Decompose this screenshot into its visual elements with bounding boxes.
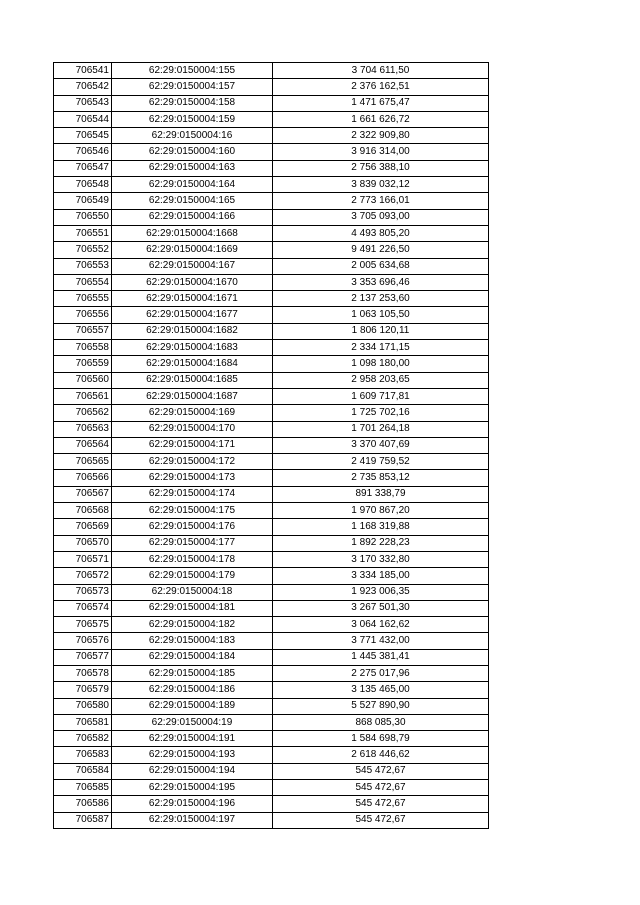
- cadastral-value-cell: 2 958 203,65: [273, 372, 489, 388]
- cadastral-number-cell: 62:29:0150004:176: [112, 519, 273, 535]
- cadastral-value-cell: 3 353 696,46: [273, 274, 489, 290]
- cadastral-value-cell: 1 609 717,81: [273, 388, 489, 404]
- cadastral-number-cell: 62:29:0150004:175: [112, 503, 273, 519]
- row-number-cell: 706544: [54, 111, 112, 127]
- table-row: [54, 633, 489, 649]
- row-number-cell: 706553: [54, 258, 112, 274]
- table-row: [54, 454, 489, 470]
- row-number-cell: 706552: [54, 242, 112, 258]
- cadastral-number-cell: 62:29:0150004:164: [112, 177, 273, 193]
- table-row: [54, 519, 489, 535]
- row-number-cell: 706564: [54, 437, 112, 453]
- table-row: [54, 747, 489, 763]
- cadastral-value-cell: 3 064 162,62: [273, 617, 489, 633]
- cadastral-number-cell: 62:29:0150004:1687: [112, 388, 273, 404]
- cadastral-value-cell: 3 370 407,69: [273, 437, 489, 453]
- table-row: [54, 323, 489, 339]
- cadastral-value-cell: 1 701 264,18: [273, 421, 489, 437]
- table-row: [54, 486, 489, 502]
- cadastral-value-cell: 3 135 465,00: [273, 682, 489, 698]
- cadastral-number-cell: 62:29:0150004:170: [112, 421, 273, 437]
- row-number-cell: 706557: [54, 323, 112, 339]
- cadastral-number-cell: 62:29:0150004:185: [112, 665, 273, 681]
- cadastral-value-cell: 3 704 611,50: [273, 63, 489, 79]
- cadastral-number-cell: 62:29:0150004:1682: [112, 323, 273, 339]
- row-number-cell: 706573: [54, 584, 112, 600]
- cadastral-number-cell: 62:29:0150004:184: [112, 649, 273, 665]
- row-number-cell: 706576: [54, 633, 112, 649]
- row-number-cell: 706577: [54, 649, 112, 665]
- row-number-cell: 706569: [54, 519, 112, 535]
- cadastral-value-cell: 2 773 166,01: [273, 193, 489, 209]
- row-number-cell: 706541: [54, 63, 112, 79]
- row-number-cell: 706583: [54, 747, 112, 763]
- cadastral-number-cell: 62:29:0150004:157: [112, 79, 273, 95]
- cadastral-number-cell: 62:29:0150004:1683: [112, 340, 273, 356]
- table-row: [54, 79, 489, 95]
- row-number-cell: 706574: [54, 600, 112, 616]
- table-row: [54, 698, 489, 714]
- row-number-cell: 706558: [54, 340, 112, 356]
- cadastral-value-cell: 4 493 805,20: [273, 225, 489, 241]
- row-number-cell: 706587: [54, 812, 112, 828]
- row-number-cell: 706578: [54, 665, 112, 681]
- table-row: [54, 568, 489, 584]
- cadastral-value-cell: 2 756 388,10: [273, 160, 489, 176]
- table-row: [54, 356, 489, 372]
- row-number-cell: 706561: [54, 388, 112, 404]
- cadastral-value-cell: 2 005 634,68: [273, 258, 489, 274]
- cadastral-value-cell: 1 584 698,79: [273, 731, 489, 747]
- table-row: [54, 551, 489, 567]
- cadastral-value-cell: 1 892 228,23: [273, 535, 489, 551]
- cadastral-value-cell: 1 923 006,35: [273, 584, 489, 600]
- cadastral-value-cell: 1 471 675,47: [273, 95, 489, 111]
- cadastral-number-cell: 62:29:0150004:189: [112, 698, 273, 714]
- row-number-cell: 706567: [54, 486, 112, 502]
- row-number-cell: 706543: [54, 95, 112, 111]
- row-number-cell: 706581: [54, 714, 112, 730]
- row-number-cell: 706542: [54, 79, 112, 95]
- cadastral-value-cell: 3 170 332,80: [273, 551, 489, 567]
- cadastral-number-cell: 62:29:0150004:182: [112, 617, 273, 633]
- table-row: [54, 160, 489, 176]
- table-row: [54, 177, 489, 193]
- cadastral-number-cell: 62:29:0150004:163: [112, 160, 273, 176]
- cadastral-value-cell: 2 618 446,62: [273, 747, 489, 763]
- cadastral-value-table: [53, 62, 489, 829]
- cadastral-value-cell: 868 085,30: [273, 714, 489, 730]
- cadastral-number-cell: 62:29:0150004:1671: [112, 291, 273, 307]
- cadastral-number-cell: 62:29:0150004:186: [112, 682, 273, 698]
- cadastral-number-cell: 62:29:0150004:19: [112, 714, 273, 730]
- cadastral-number-cell: 62:29:0150004:172: [112, 454, 273, 470]
- row-number-cell: 706556: [54, 307, 112, 323]
- table-row: [54, 763, 489, 779]
- row-number-cell: 706584: [54, 763, 112, 779]
- table-body: [54, 63, 489, 829]
- cadastral-number-cell: 62:29:0150004:155: [112, 63, 273, 79]
- row-number-cell: 706575: [54, 617, 112, 633]
- table-row: [54, 714, 489, 730]
- table-row: [54, 128, 489, 144]
- cadastral-value-cell: 2 735 853,12: [273, 470, 489, 486]
- cadastral-value-cell: 3 771 432,00: [273, 633, 489, 649]
- cadastral-number-cell: 62:29:0150004:194: [112, 763, 273, 779]
- cadastral-value-cell: 9 491 226,50: [273, 242, 489, 258]
- row-number-cell: 706582: [54, 731, 112, 747]
- table-row: [54, 258, 489, 274]
- cadastral-number-cell: 62:29:0150004:1684: [112, 356, 273, 372]
- table-row: [54, 242, 489, 258]
- cadastral-number-cell: 62:29:0150004:174: [112, 486, 273, 502]
- cadastral-number-cell: 62:29:0150004:179: [112, 568, 273, 584]
- cadastral-value-cell: 3 334 185,00: [273, 568, 489, 584]
- table-row: [54, 291, 489, 307]
- row-number-cell: 706559: [54, 356, 112, 372]
- cadastral-number-cell: 62:29:0150004:159: [112, 111, 273, 127]
- cadastral-value-cell: 2 322 909,80: [273, 128, 489, 144]
- row-number-cell: 706546: [54, 144, 112, 160]
- table-row: [54, 405, 489, 421]
- table-row: [54, 421, 489, 437]
- cadastral-number-cell: 62:29:0150004:191: [112, 731, 273, 747]
- cadastral-number-cell: 62:29:0150004:193: [112, 747, 273, 763]
- row-number-cell: 706560: [54, 372, 112, 388]
- cadastral-number-cell: 62:29:0150004:160: [112, 144, 273, 160]
- cadastral-number-cell: 62:29:0150004:16: [112, 128, 273, 144]
- cadastral-number-cell: 62:29:0150004:178: [112, 551, 273, 567]
- table-row: [54, 600, 489, 616]
- table-row: [54, 665, 489, 681]
- table-row: [54, 437, 489, 453]
- cadastral-value-cell: 1 725 702,16: [273, 405, 489, 421]
- cadastral-number-cell: 62:29:0150004:165: [112, 193, 273, 209]
- cadastral-number-cell: 62:29:0150004:196: [112, 796, 273, 812]
- cadastral-value-cell: 1 063 105,50: [273, 307, 489, 323]
- cadastral-number-cell: 62:29:0150004:173: [112, 470, 273, 486]
- cadastral-number-cell: 62:29:0150004:1685: [112, 372, 273, 388]
- row-number-cell: 706562: [54, 405, 112, 421]
- row-number-cell: 706554: [54, 274, 112, 290]
- table-row: [54, 209, 489, 225]
- table-row: [54, 274, 489, 290]
- cadastral-value-cell: 1 098 180,00: [273, 356, 489, 372]
- row-number-cell: 706568: [54, 503, 112, 519]
- table-row: [54, 340, 489, 356]
- row-number-cell: 706551: [54, 225, 112, 241]
- cadastral-number-cell: 62:29:0150004:171: [112, 437, 273, 453]
- row-number-cell: 706579: [54, 682, 112, 698]
- table-row: [54, 535, 489, 551]
- table-row: [54, 780, 489, 796]
- cadastral-number-cell: 62:29:0150004:1669: [112, 242, 273, 258]
- row-number-cell: 706545: [54, 128, 112, 144]
- cadastral-value-cell: 545 472,67: [273, 763, 489, 779]
- row-number-cell: 706570: [54, 535, 112, 551]
- row-number-cell: 706548: [54, 177, 112, 193]
- cadastral-value-cell: 3 267 501,30: [273, 600, 489, 616]
- table-row: [54, 617, 489, 633]
- table-row: [54, 682, 489, 698]
- row-number-cell: 706549: [54, 193, 112, 209]
- table-row: [54, 193, 489, 209]
- cadastral-value-cell: 545 472,67: [273, 780, 489, 796]
- table-row: [54, 144, 489, 160]
- row-number-cell: 706585: [54, 780, 112, 796]
- cadastral-value-cell: 1 445 381,41: [273, 649, 489, 665]
- cadastral-value-cell: 1 168 319,88: [273, 519, 489, 535]
- row-number-cell: 706563: [54, 421, 112, 437]
- table-row: [54, 503, 489, 519]
- cadastral-value-cell: 2 275 017,96: [273, 665, 489, 681]
- cadastral-value-cell: 2 419 759,52: [273, 454, 489, 470]
- table-row: [54, 225, 489, 241]
- cadastral-value-cell: 1 970 867,20: [273, 503, 489, 519]
- table-row: [54, 63, 489, 79]
- cadastral-number-cell: 62:29:0150004:197: [112, 812, 273, 828]
- cadastral-number-cell: 62:29:0150004:1670: [112, 274, 273, 290]
- cadastral-value-cell: 2 137 253,60: [273, 291, 489, 307]
- row-number-cell: 706565: [54, 454, 112, 470]
- cadastral-number-cell: 62:29:0150004:169: [112, 405, 273, 421]
- cadastral-value-cell: 891 338,79: [273, 486, 489, 502]
- row-number-cell: 706580: [54, 698, 112, 714]
- table-row: [54, 470, 489, 486]
- table-row: [54, 95, 489, 111]
- cadastral-number-cell: 62:29:0150004:167: [112, 258, 273, 274]
- cadastral-value-cell: 2 376 162,51: [273, 79, 489, 95]
- table-row: [54, 812, 489, 828]
- row-number-cell: 706547: [54, 160, 112, 176]
- cadastral-value-cell: 545 472,67: [273, 812, 489, 828]
- cadastral-number-cell: 62:29:0150004:1677: [112, 307, 273, 323]
- cadastral-value-cell: 1 806 120,11: [273, 323, 489, 339]
- row-number-cell: 706550: [54, 209, 112, 225]
- table-row: [54, 388, 489, 404]
- row-number-cell: 706586: [54, 796, 112, 812]
- cadastral-value-cell: 3 916 314,00: [273, 144, 489, 160]
- cadastral-value-cell: 5 527 890,90: [273, 698, 489, 714]
- cadastral-number-cell: 62:29:0150004:181: [112, 600, 273, 616]
- row-number-cell: 706555: [54, 291, 112, 307]
- cadastral-number-cell: 62:29:0150004:1668: [112, 225, 273, 241]
- cadastral-number-cell: 62:29:0150004:158: [112, 95, 273, 111]
- cadastral-number-cell: 62:29:0150004:166: [112, 209, 273, 225]
- row-number-cell: 706571: [54, 551, 112, 567]
- row-number-cell: 706572: [54, 568, 112, 584]
- table-row: [54, 372, 489, 388]
- table-row: [54, 731, 489, 747]
- row-number-cell: 706566: [54, 470, 112, 486]
- cadastral-value-cell: 2 334 171,15: [273, 340, 489, 356]
- table-row: [54, 307, 489, 323]
- table-row: [54, 111, 489, 127]
- cadastral-number-cell: 62:29:0150004:195: [112, 780, 273, 796]
- cadastral-number-cell: 62:29:0150004:18: [112, 584, 273, 600]
- cadastral-number-cell: 62:29:0150004:183: [112, 633, 273, 649]
- table-row: [54, 584, 489, 600]
- table-row: [54, 796, 489, 812]
- cadastral-value-cell: 3 705 093,00: [273, 209, 489, 225]
- cadastral-number-cell: 62:29:0150004:177: [112, 535, 273, 551]
- cadastral-value-cell: 545 472,67: [273, 796, 489, 812]
- cadastral-value-cell: 3 839 032,12: [273, 177, 489, 193]
- cadastral-value-cell: 1 661 626,72: [273, 111, 489, 127]
- table-row: [54, 649, 489, 665]
